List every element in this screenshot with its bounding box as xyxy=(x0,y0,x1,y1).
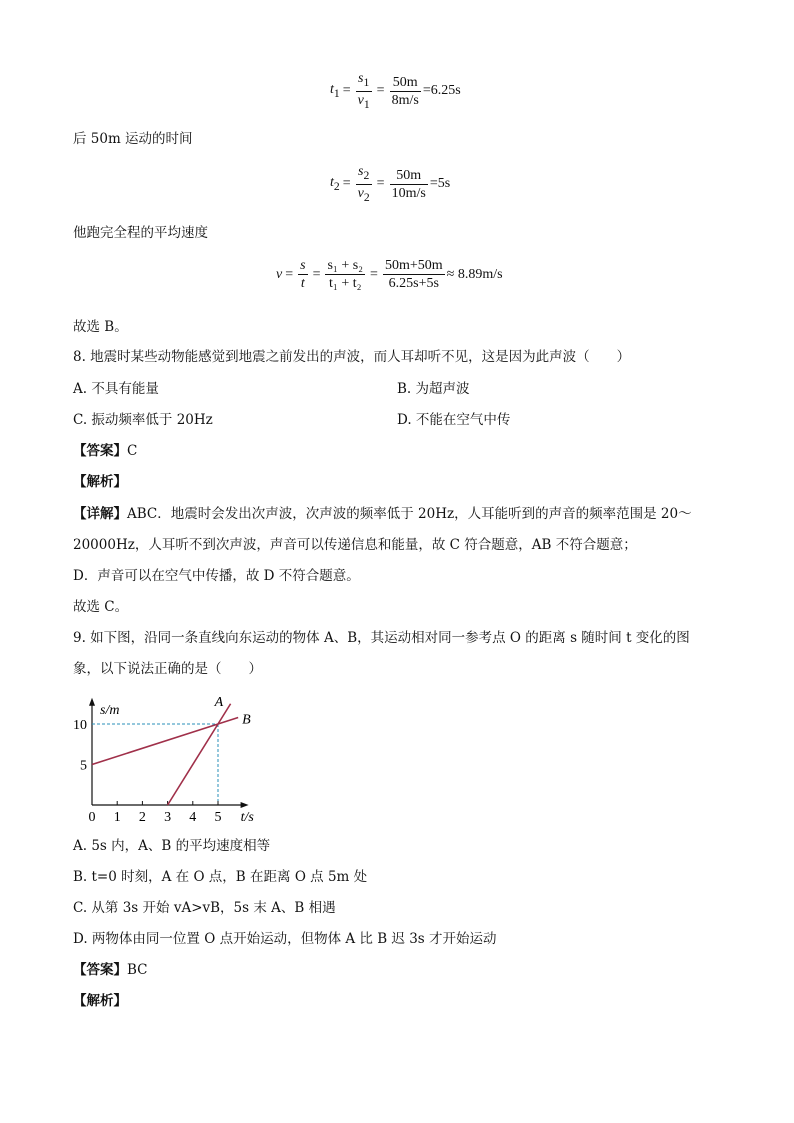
y-axis-label: s/m xyxy=(100,702,120,718)
series-line-b xyxy=(92,718,238,765)
q9-option-c: C. 从第 3s 开始 vA>vB，5s 末 A、B 相遇 xyxy=(73,900,336,916)
answer-value: C xyxy=(127,443,138,459)
equation-t2: $t_2$ = $\frac{s_2}{v_2}$ = $\frac{50m}{10m/s}$ =5s xyxy=(330,164,451,204)
q8-detail-line-2: 20000Hz，人耳听不到次声波，声音可以传递信息和能量，故 C 符合题意，AB 不符合题意； xyxy=(73,537,637,553)
series-line-a xyxy=(168,704,231,805)
q9-answer xyxy=(73,961,148,979)
q8-option-a: A. 不具有能量 xyxy=(73,381,159,397)
q8-option-b: B. 为超声波 xyxy=(397,381,470,397)
x-tick-label: 4 xyxy=(189,810,197,825)
q8-option-c: C. 振动频率低于 20Hz xyxy=(73,412,213,428)
q8-option-d: D. 不能在空气中传 xyxy=(397,412,511,428)
q8-detail-line-1: 【详解】ABC．地震时会发出次声波，次声波的频率低于 20Hz，人耳能听到的声音的频率范围是 20～ xyxy=(73,506,692,522)
q8-choose: 故选 C。 xyxy=(73,599,129,615)
equation-v: v = $\frac{s}{t}$ = $\frac{\text{s₁ + s₂}}{\text{t₁ + t₂}}$ = $\frac{50m+50m}{6.25s+5s}$ ≈ 8.89m/s xyxy=(276,258,503,291)
x-axis-label: t/s xyxy=(240,810,254,825)
series-label-b: B xyxy=(242,712,251,728)
x-tick-label: 5 xyxy=(214,810,222,825)
q9-stem-line-2: 象，以下说法正确的是（ ） xyxy=(73,661,262,677)
y-tick-label: 5 xyxy=(80,758,87,774)
q9-option-a: A. 5s 内，A、B 的平均速度相等 xyxy=(73,838,271,854)
q9-stem-line-1: 9. 如下图，沿同一条直线向东运动的物体 A、B，其运动相对同一参考点 O 的距离 s 随时间 t 变化的图 xyxy=(73,630,690,646)
equation-t1: $t_1$ = $\frac{s_1}{v_1}$ = $\frac{50m}{8m/s}$ =6.25s xyxy=(330,71,461,111)
answer-value: BC xyxy=(127,962,148,978)
x-tick-label: 0 xyxy=(88,810,96,825)
text-after-50m: 后 50m 运动的时间 xyxy=(73,131,193,147)
q8-answer xyxy=(73,442,137,460)
x-tick-label: 1 xyxy=(113,810,121,825)
s-t-graph xyxy=(62,688,262,828)
q7-choose: 故选 B。 xyxy=(73,319,128,335)
text-average-speed: 他跑完全程的平均速度 xyxy=(73,225,208,241)
q8-analysis-tag: 【解析】 xyxy=(73,474,127,490)
answer-tag: 【答案】 xyxy=(73,962,127,978)
x-tick-label: 3 xyxy=(164,810,172,825)
answer-tag: 【答案】 xyxy=(73,443,127,459)
x-tick-label: 2 xyxy=(138,810,146,825)
series-label-a: A xyxy=(214,694,224,710)
x-axis-arrow xyxy=(241,802,249,808)
y-axis-arrow xyxy=(89,698,95,706)
q9-analysis-tag: 【解析】 xyxy=(73,993,127,1009)
q8-stem: 8. 地震时某些动物能感觉到地震之前发出的声波，而人耳却听不见，这是因为此声波（ ） xyxy=(73,349,631,365)
q9-option-d: D. 两物体由同一位置 O 点开始运动，但物体 A 比 B 迟 3s 才开始运动 xyxy=(73,931,497,947)
q9-option-b: B. t=0 时刻，A 在 O 点，B 在距离 O 点 5m 处 xyxy=(73,869,368,885)
y-tick-label: 10 xyxy=(73,718,87,733)
q8-detail-line-3: D．声音可以在空气中传播，故 D 不符合题意。 xyxy=(73,568,360,584)
